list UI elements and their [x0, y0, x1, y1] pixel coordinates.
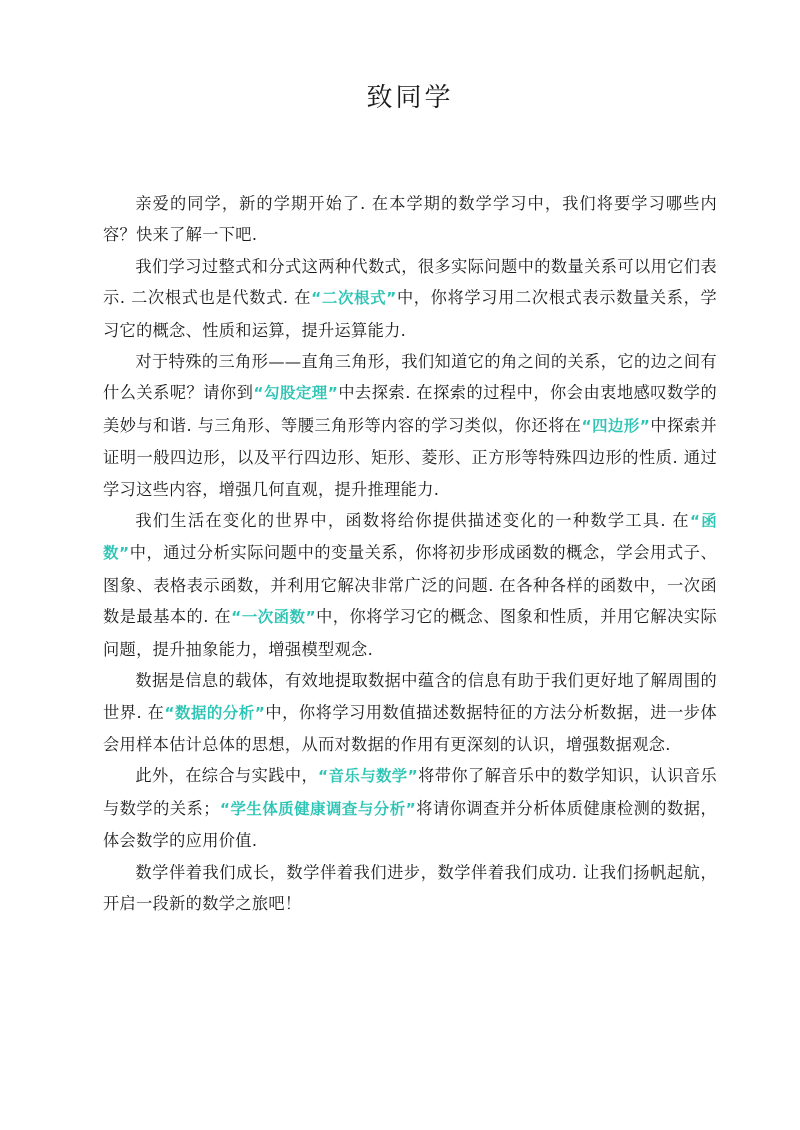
document-body	[103, 188, 717, 919]
paragraph-text: 此外，在综合与实践中，	[135, 766, 319, 786]
paragraph	[103, 857, 717, 920]
paragraph-text: 亲爱的同学，新的学期开始了. 在本学期的数学学习中，我们将要学习哪些内容？快来了解一下吧.	[103, 194, 717, 245]
paragraph	[103, 251, 717, 346]
highlighted-term: “数据的分析”	[164, 703, 266, 722]
paragraph-text: 中，你将学习用数值描述数据特征的方法分析数据，进一步体会用样本估计总体的思想，从而对数据的作用有更深刻的认识，增强数据观念.	[103, 702, 717, 754]
paragraph-text: 中探索并证明一般四边形，以及平行四边形、矩形、菱形、正方形等特殊四边形的性质. 通过学习这些内容，增强几何直观，提升推理能力.	[103, 415, 717, 499]
paragraph	[103, 505, 717, 665]
page-title: 致同学	[366, 83, 454, 113]
paragraph-text: 将带你了解音乐中的数学知识，认识音乐与数学的关系；	[103, 766, 717, 818]
paragraph-text: 我们学习过整式和分式这两种代数式，很多实际问题中的数量关系可以用它们表示. 二次根式也是代数式. 在	[103, 256, 717, 308]
paragraph-text: 数学伴着我们成长，数学伴着我们进步，数学伴着我们成功. 让我们扬帆起航，开启一段新的数学之旅吧！	[103, 862, 717, 913]
paragraph-text: 数据是信息的载体，有效地提取数据中蕴含的信息有助于我们更好地了解周围的世界. 在	[103, 671, 717, 722]
highlighted-term: “学生体质健康调查与分析”	[219, 799, 417, 818]
document-page	[103, 76, 717, 919]
highlighted-term: “勾股定理”	[253, 384, 339, 403]
paragraph	[103, 346, 717, 505]
highlighted-term: “四边形”	[581, 416, 651, 435]
paragraph-text: 对于特殊的三角形——直角三角形，我们知道它的角之间的关系，它的边之间有什么关系呢？请你到	[103, 352, 717, 403]
paragraph	[103, 760, 717, 856]
paragraph-text: 中，通过分析实际问题中的变量关系，你将初步形成函数的概念，学会用式子、图象、表格表示函数，并利用它解决非常广泛的问题. 在各种各样的函数中，一次函数是最基本的. 在	[103, 543, 717, 627]
paragraph-text: 中，你将学习用二次根式表示数量关系，学习它的概念、性质和运算，提升运算能力.	[103, 288, 717, 340]
highlighted-term: “函数”	[103, 512, 717, 563]
paragraph	[103, 665, 717, 760]
paragraph-text: 我们生活在变化的世界中，函数将给你提供描述变化的一种数学工具. 在	[135, 511, 690, 531]
highlighted-term: “一次函数”	[231, 608, 316, 627]
highlighted-term: “音乐与数学”	[318, 767, 419, 786]
paragraph	[103, 188, 717, 251]
paragraph-text: 中去探索. 在探索的过程中，你会由衷地感叹数学的美妙与和谐. 与三角形、等腰三角形等内容的学习类似，你还将在	[103, 383, 717, 435]
paragraph-text: 中，你将学习它的概念、图象和性质，并用它解决实际问题，提升抽象能力，增强模型观念.	[103, 607, 717, 659]
highlighted-term: “二次根式”	[311, 289, 397, 308]
paragraph-text: 将请你调查并分析体质健康检测的数据，体会数学的应用价值.	[103, 798, 717, 851]
